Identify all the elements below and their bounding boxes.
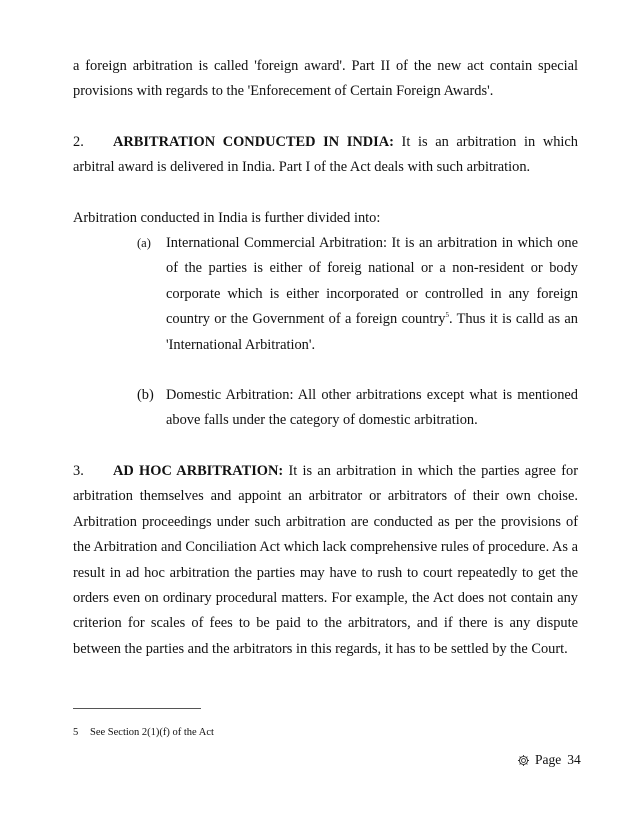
footnote-number: 5 — [73, 727, 79, 738]
footnote-reference[interactable]: 5 — [445, 311, 449, 320]
section-3-paragraph — [73, 459, 578, 662]
section-number: 2. — [73, 133, 84, 150]
continuation-paragraph: a foreign arbitration is called 'foreign award'. Part II of the new act contain special provisions with regards to the 'Enforecement of Certain Foreign Awards'. — [73, 58, 578, 100]
spacer — [73, 181, 578, 206]
spacer — [73, 105, 578, 130]
gear-icon — [517, 754, 530, 767]
section-number: 3. — [73, 462, 84, 479]
division-item-a — [73, 231, 578, 358]
document-body — [73, 54, 578, 662]
section-2-paragraph — [73, 130, 578, 181]
list-marker: (a) — [137, 236, 151, 251]
division-intro: Arbitration conducted in India is further divided into: — [73, 209, 381, 226]
footnote-text: See Section 2(1)(f) of the Act — [90, 727, 214, 738]
section-heading: AD HOC ARBITRATION: — [113, 462, 284, 479]
item-text: Domestic Arbitration: All other arbitrations except what is mentioned above falls under the category of domestic arbitration. — [166, 387, 578, 429]
item-text: International Commercial Arbitration: It is an arbitration in which one of the parties is either of foreig national or a non-resident or body corporate which is either incorporated or controlled in any foreign country or the Government of a foreign country — [166, 235, 578, 328]
section-body: It is an arbitration in which arbitral award is delivered in India. Part I of the Act deals with such arbitration. — [73, 133, 578, 176]
spacer — [73, 358, 578, 383]
section-body: It is an arbitration in which the parties agree for arbitration themselves and appoint an arbitrator or arbitrators of their own choise. Arbitration proceedings under such arbitration are conducted as per the provisions of the Arbitration and Conciliation Act which lack comprehensive rules of procedure. As a result in ad hoc arbitration the parties may have to rush to court repeatedly to get the orders even on ordinary procedural matters. For example, the Act does not contain any criterion for scales of fees to be paid to the arbitrators, and if there is any dispute between the parties and the arbitrators in this regards, it has to be settled by the Court. — [73, 462, 578, 657]
section-heading: ARBITRATION CONDUCTED IN INDIA: — [113, 133, 394, 150]
page-number: 34 — [567, 752, 581, 767]
page-number-footer — [517, 752, 581, 768]
footnote — [73, 727, 214, 739]
spacer — [73, 434, 578, 459]
item-text-continued: . Thus it is calld as an 'International Arbitration'. — [166, 311, 578, 353]
list-marker: (b) — [137, 387, 154, 404]
page-label: Page — [535, 752, 562, 767]
footnote-divider — [73, 708, 201, 709]
division-item-b — [73, 383, 578, 434]
